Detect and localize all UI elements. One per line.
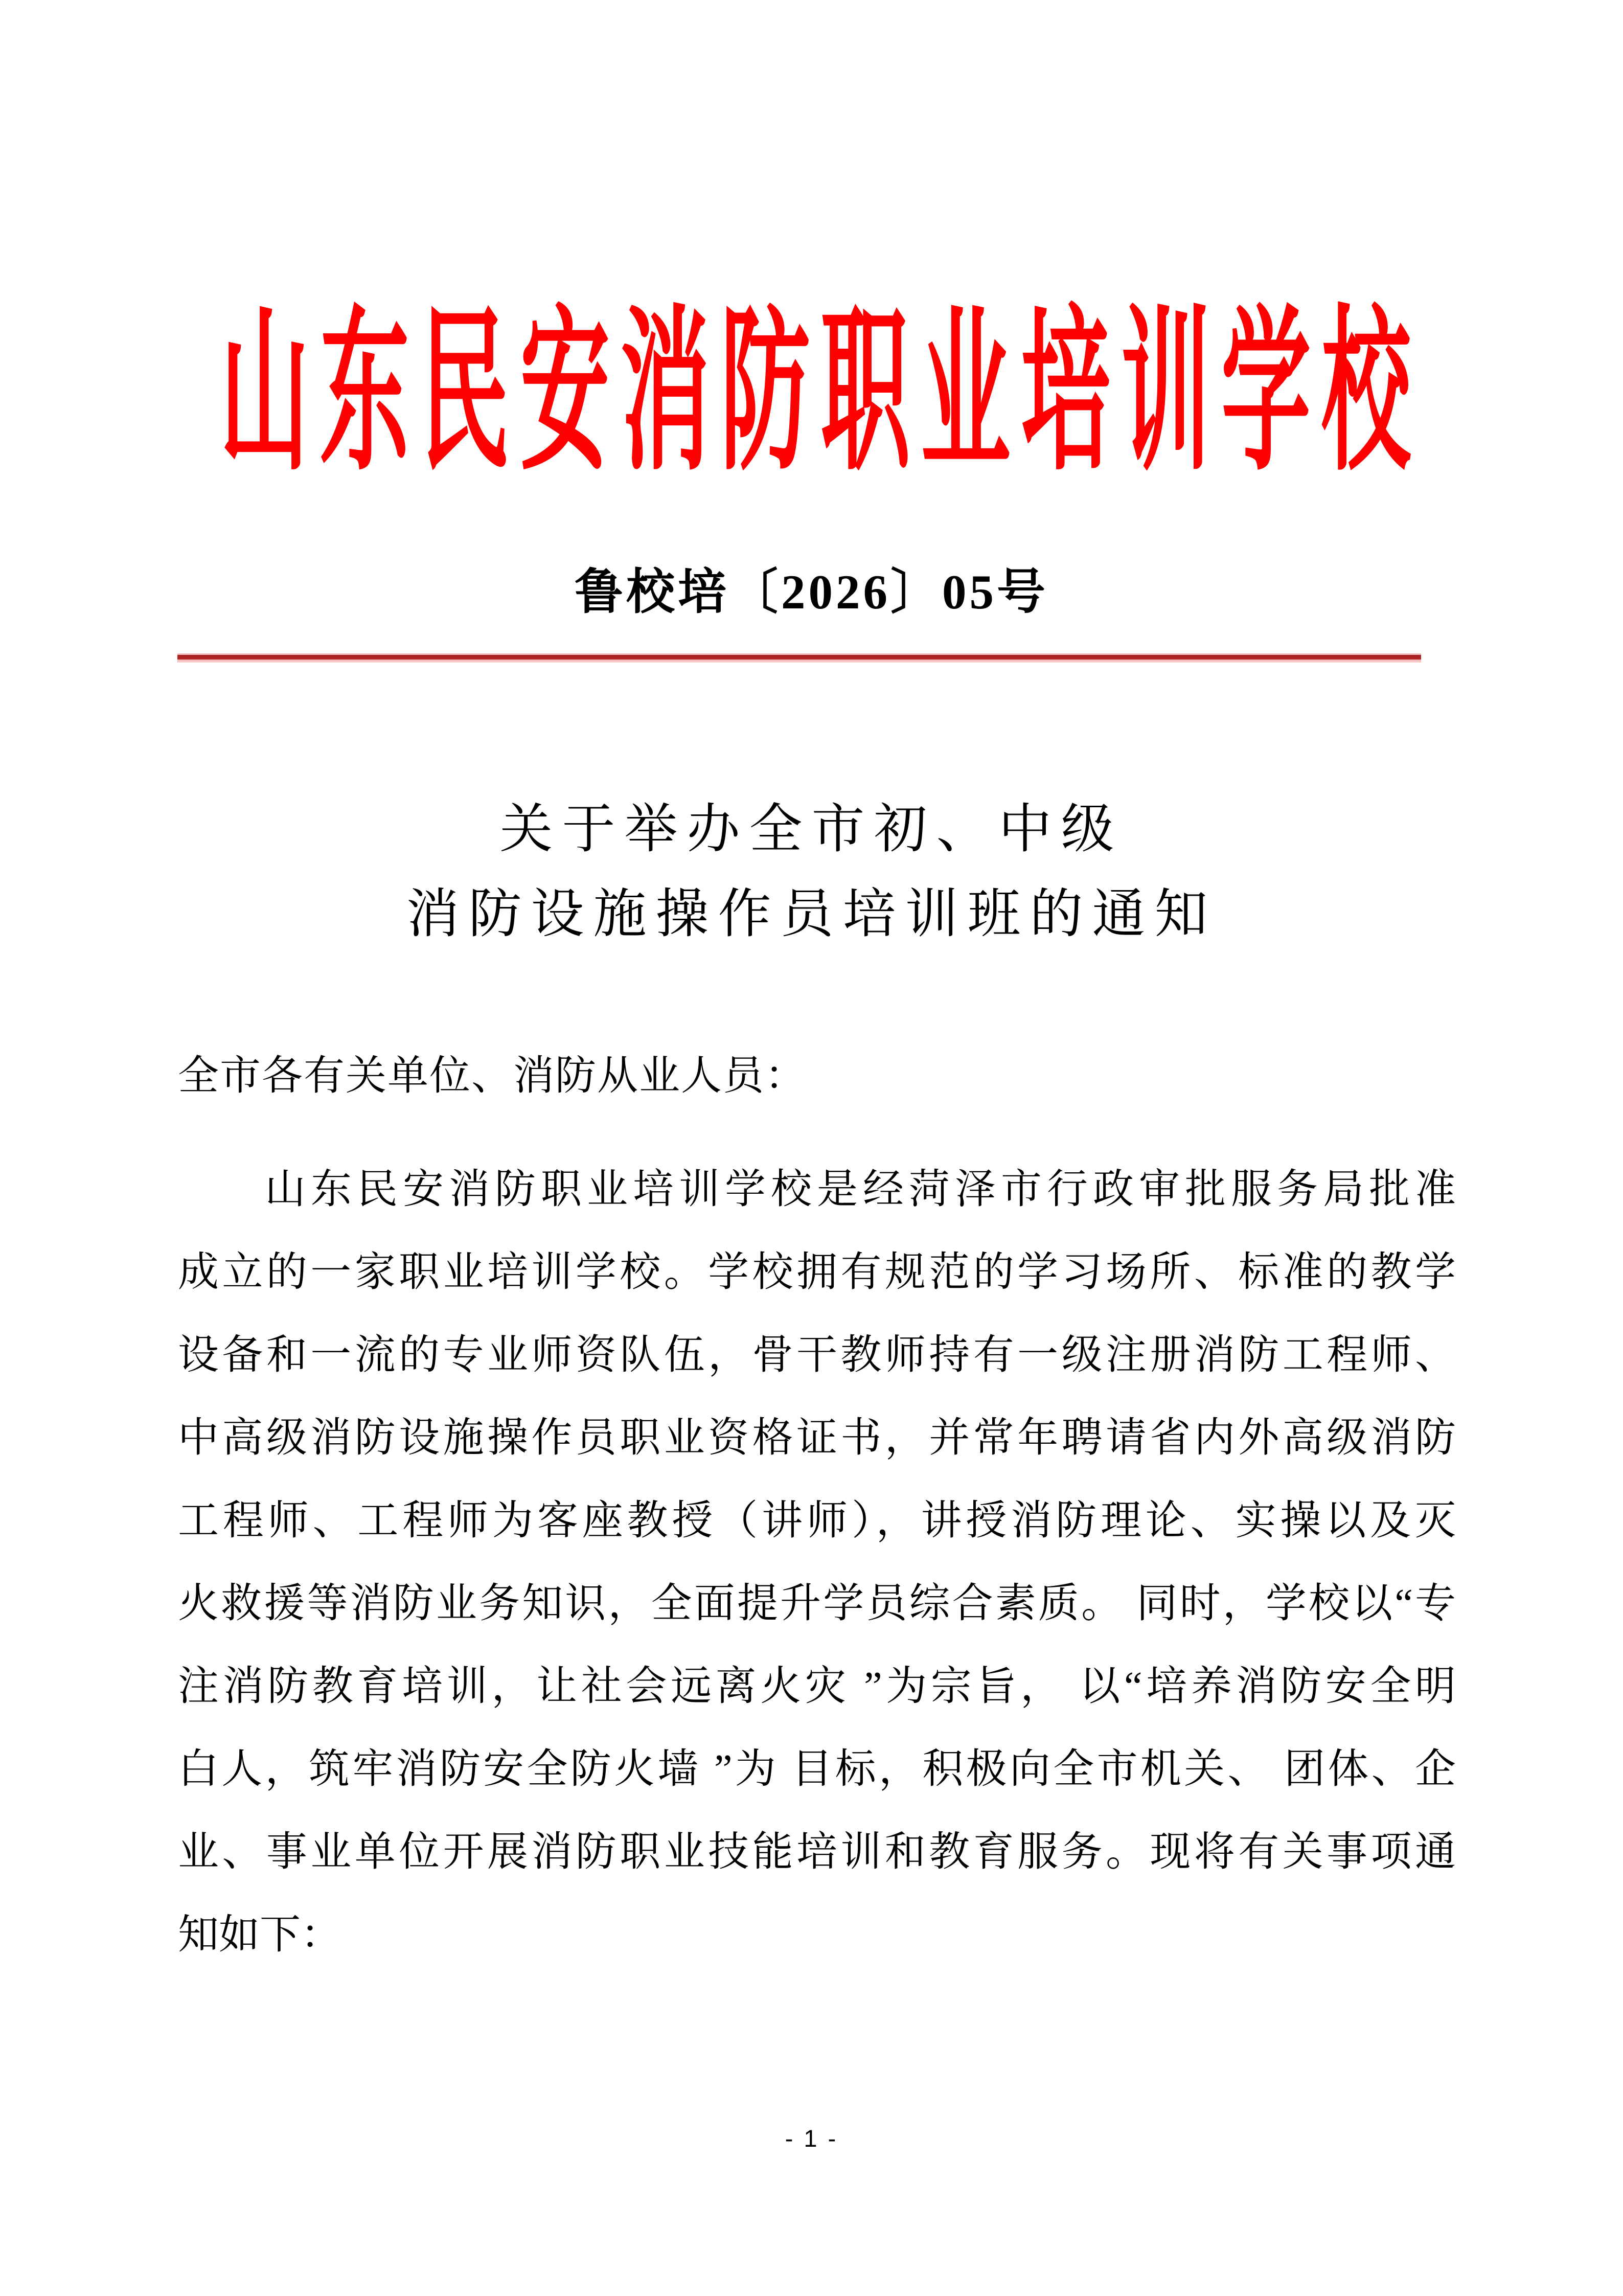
letterhead-divider-rule [177, 653, 1421, 663]
notice-body [178, 1148, 1456, 1976]
letterhead-school-name: 山 东 民 安 消 防 职 业 培 训 学 校 [220, 295, 1411, 491]
body-line: 工程师、工程师为客座教授（讲师），讲授消防理论、实操以及灭 [178, 1498, 1456, 1543]
body-line: 设备和一流的专业师资队伍，骨干教师持有一级注册消防工程师、 [178, 1333, 1456, 1378]
body-line: 中高级消防设施操作员职业资格证书，并常年聘请省内外高级消防 [178, 1416, 1456, 1461]
salutation-line: 全市各有关单位、消防从业人员： [178, 1054, 807, 1099]
notice-title [0, 787, 1623, 957]
body-line: 白人，筑牢消防安全防火墙 ”为 目标，积极向全市机关、 团体、企 [178, 1747, 1456, 1792]
body-line: 知如下： [178, 1913, 341, 1958]
notice-title-line-1: 关于举办全市初、中级 [499, 800, 1124, 859]
body-line: 山东民安消防职业培训学校是经菏泽市行政审批服务局批准 [265, 1167, 1456, 1212]
doc-reference-number: 鲁校培〔2026〕05号 [574, 565, 1048, 619]
body-line: 注消防教育培训，让社会远离火灾 ”为宗旨， 以“培养消防安全明 [178, 1664, 1456, 1709]
notice-title-line-2: 消防设施操作员培训班的通知 [406, 885, 1217, 944]
page-number: - 1 - [785, 2125, 838, 2152]
body-line: 火救援等消防业务知识，全面提升学员综合素质。 同时，学校以“专 [178, 1581, 1456, 1626]
body-line: 业、事业单位开展消防职业技能培训和教育服务。现将有关事项通 [178, 1830, 1456, 1875]
body-line: 成立的一家职业培训学校。学校拥有规范的学习场所、标准的教学 [178, 1250, 1456, 1295]
